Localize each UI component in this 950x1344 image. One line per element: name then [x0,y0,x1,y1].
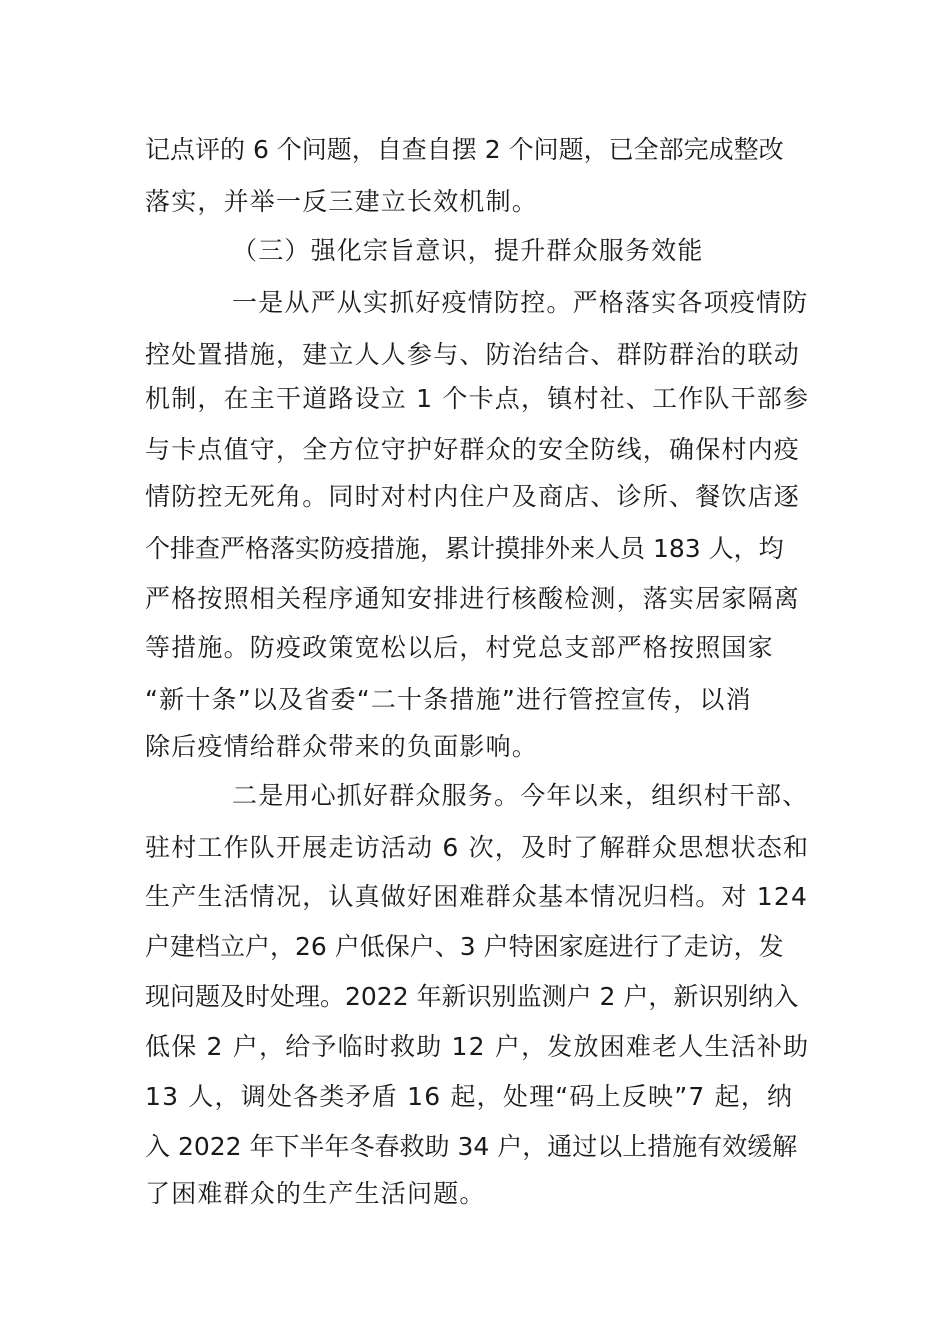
paragraph-first-line: 一是从严从实抓好疫情防控。严格落实各项疫情防 [232,288,809,317]
text-line: 现问题及时处理。2022 年新识别监测户 2 户，新识别纳入 [145,982,799,1011]
text-line: 落实，并举一反三建立长效机制。 [145,187,539,216]
text-line: 生产生活情况，认真做好困难群众基本情况归档。对 124 [145,882,809,911]
text-line: 等措施。防疫政策宽松以后，村党总支部严格按照国家 [145,633,774,662]
text-line: 情防控无死角。同时对村内住户及商店、诊所、餐饮店逐 [145,482,801,511]
text-line: 严格按照相关程序通知安排进行核酸检测，落实居家隔离 [145,584,801,613]
text-line: 记点评的 6 个问题，自查自摆 2 个问题，已全部完成整改 [145,135,784,164]
text-line: 机制，在主干道路设立 1 个卡点，镇村社、工作队干部参 [145,384,810,413]
text-line: 与卡点值守，全方位守护好群众的安全防线，确保村内疫 [145,435,801,464]
text-line: 控处置措施，建立人人参与、防治结合、群防群治的联动 [145,340,801,369]
text-line: 入 2022 年下半年冬春救助 34 户，通过以上措施有效缓解 [145,1132,798,1161]
text-line: 13 人，调处各类矛盾 16 起，处理“码上反映”7 起，纳 [145,1082,794,1111]
text-line: 户建档立户，26 户低保户、3 户特困家庭进行了走访，发 [145,932,784,961]
text-line: 驻村工作队开展走访活动 6 次，及时了解群众思想状态和 [145,833,810,862]
text-line: 个排查严格落实防疫措施，累计摸排外来人员 183 人，均 [145,534,784,563]
text-line: 低保 2 户，给予临时救助 12 户，发放困难老人生活补助 [145,1032,810,1061]
text-line: 了困难群众的生产生活问题。 [145,1179,486,1208]
paragraph-first-line: 二是用心抓好群众服务。今年以来，组织村干部、 [232,781,809,810]
section-heading: （三）强化宗旨意识，提升群众服务效能 [232,236,704,265]
text-line: 除后疫情给群众带来的负面影响。 [145,732,539,761]
text-line: “新十条”以及省委“二十条措施”进行管控宣传，以消 [145,685,752,714]
